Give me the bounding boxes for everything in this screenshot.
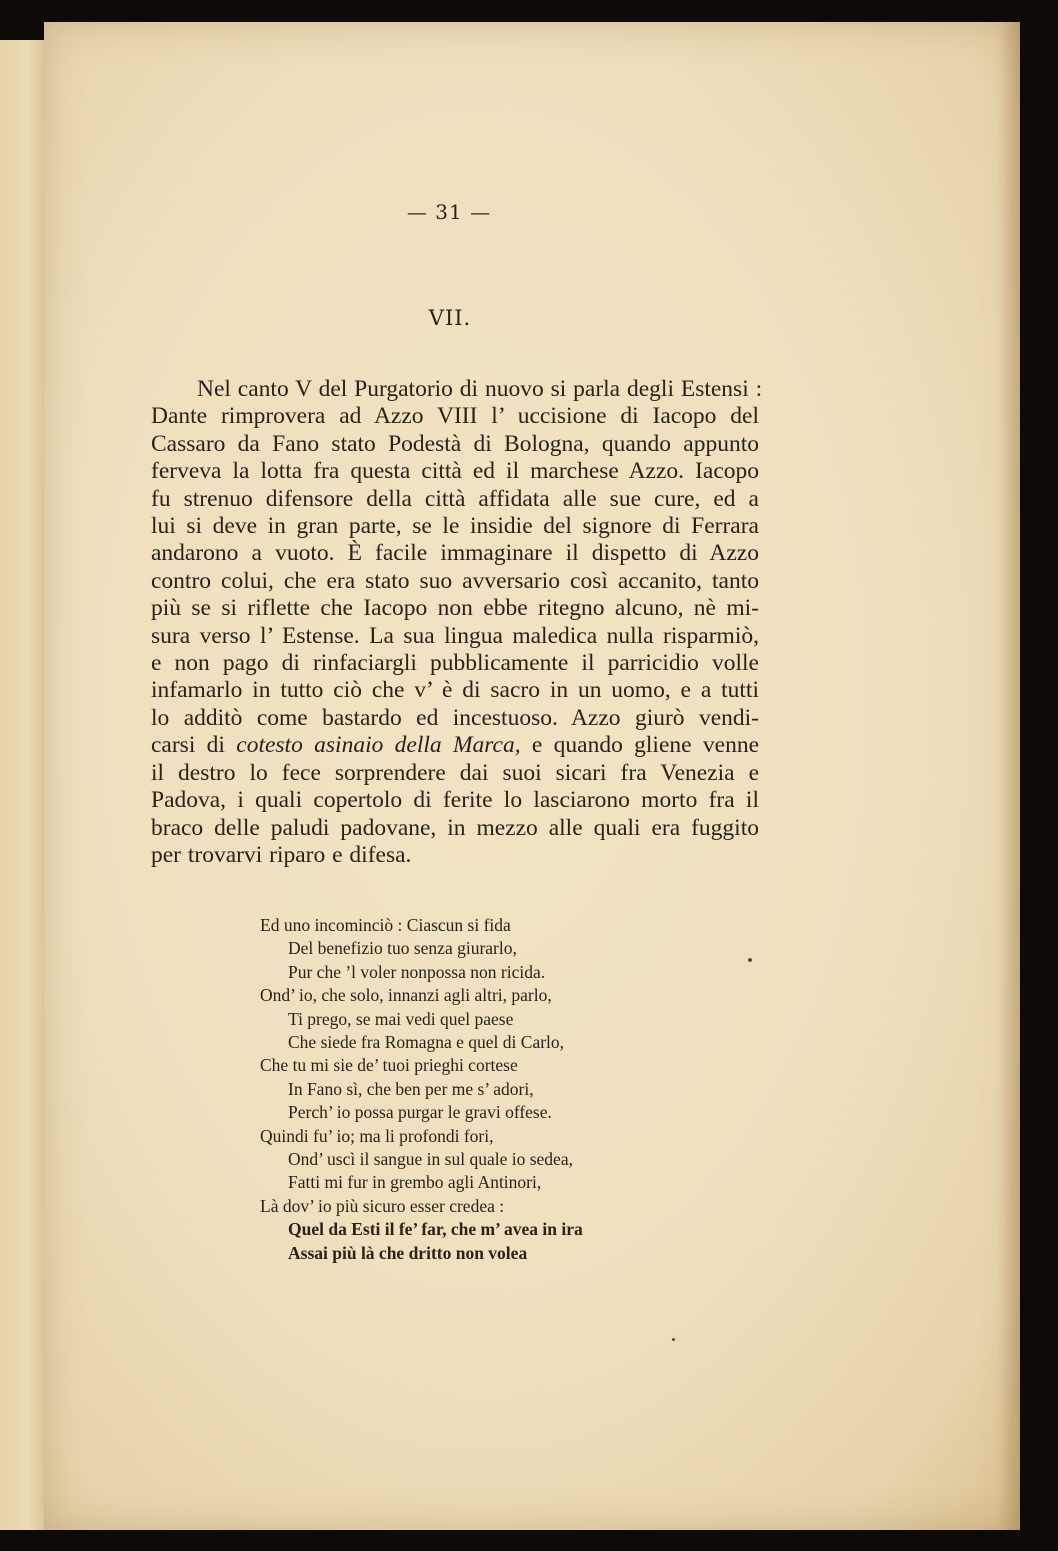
page-gutter-shadow [998,22,1020,1530]
verse-line: Quindi fu’ io; ma li profondi fori, [260,1125,494,1146]
verse-line: Del benefizio tuo senza giurarlo, [288,938,517,959]
prose-line: il destro lo fece sorprendere dai suoi sicari fra Venezia e [151,759,759,786]
prose-text: e quando gliene venne [520,732,759,759]
prose-line: Padova, i quali copertolo di ferite lo lasciarono morto fra il [151,787,759,814]
prose-line: Nel canto V del Purgatorio di nuovo si parla degli Estensi : [197,376,763,402]
verse-line: Quel da Esti il fe’ far, che m’ avea in ira [288,1219,583,1240]
prose-line: andarono a vuoto. È facile immaginare il dispetto di Azzo [151,540,759,567]
prose-line: e non pago di rinfaciargli pubblicamente il parricidio volle [151,650,759,677]
verse-line: Ond’ io, che solo, innanzi agli altri, parlo, [260,985,552,1006]
verse-line: Ed uno incominciò : Ciascun si fida [260,915,511,935]
prose-line: fu strenuo difensore della città affidata alle sue cure, ed a [151,485,759,512]
verse-line: Là dov’ io più sicuro esser credea : [260,1195,505,1216]
page-number: — 31 — [406,200,492,224]
section-heading: VII. [428,306,472,330]
verse-line: Ond’ uscì il sangue in sul quale io sedea, [288,1149,573,1170]
prose-paragraph [151,376,763,869]
verse-line: In Fano sì, che ben per me s’ adori, [288,1078,534,1099]
prose-line: lo additò come bastardo ed incestuoso. Azzo giurò vendi- [151,704,759,731]
verse-line: Che siede fra Romagna e quel di Carlo, [288,1032,565,1053]
prose-line: sura verso l’ Estense. La sua lingua maledica nulla risparmiò, [151,622,759,649]
prose-text: carsi di [151,732,237,759]
quoted-insult: cotesto asinaio della Marca, [236,732,521,759]
verse-line: Perch’ io possa purgar le gravi offese. [288,1102,552,1123]
ink-speck [672,1338,675,1341]
verse-line: Assai più là che dritto non volea [288,1242,528,1263]
prose-line: contro colui, che era stato suo avversario così accanito, tanto [151,567,759,594]
prose-line: infamarlo in tutto ciò che v’ è di sacro in un uomo, e a tutti [151,677,759,704]
book-page [44,22,1020,1530]
prose-line: braco delle paludi padovane, in mezzo alle quali era fuggito [151,814,759,841]
verse-quotation [260,914,583,1265]
prose-line: Dante rimprovera ad Azzo VIII l’ uccisione di Iacopo del [151,403,759,430]
prose-line: Cassaro da Fano stato Podestà di Bologna, quando appunto [151,430,759,457]
prose-line: lui si deve in gran parte, se le insidie del signore di Ferrara [151,513,759,540]
prose-line: per trovarvi riparo e difesa. [151,841,412,868]
previous-page-edge [0,40,48,1530]
ink-speck [748,958,752,962]
prose-line [151,732,759,759]
prose-line: più se si riflette che Iacopo non ebbe ritegno alcuno, nè mi- [151,595,759,622]
verse-line: Fatti mi fur in grembo agli Antinori, [288,1172,542,1193]
verse-line: Che tu mi sie de’ tuoi prieghi cortese [260,1055,518,1076]
verse-line: Pur che ’l voler nonpossa non ricida. [288,961,546,982]
verse-line: Ti prego, se mai vedi quel paese [288,1008,514,1029]
prose-line: ferveva la lotta fra questa città ed il marchese Azzo. Iacopo [151,458,759,485]
